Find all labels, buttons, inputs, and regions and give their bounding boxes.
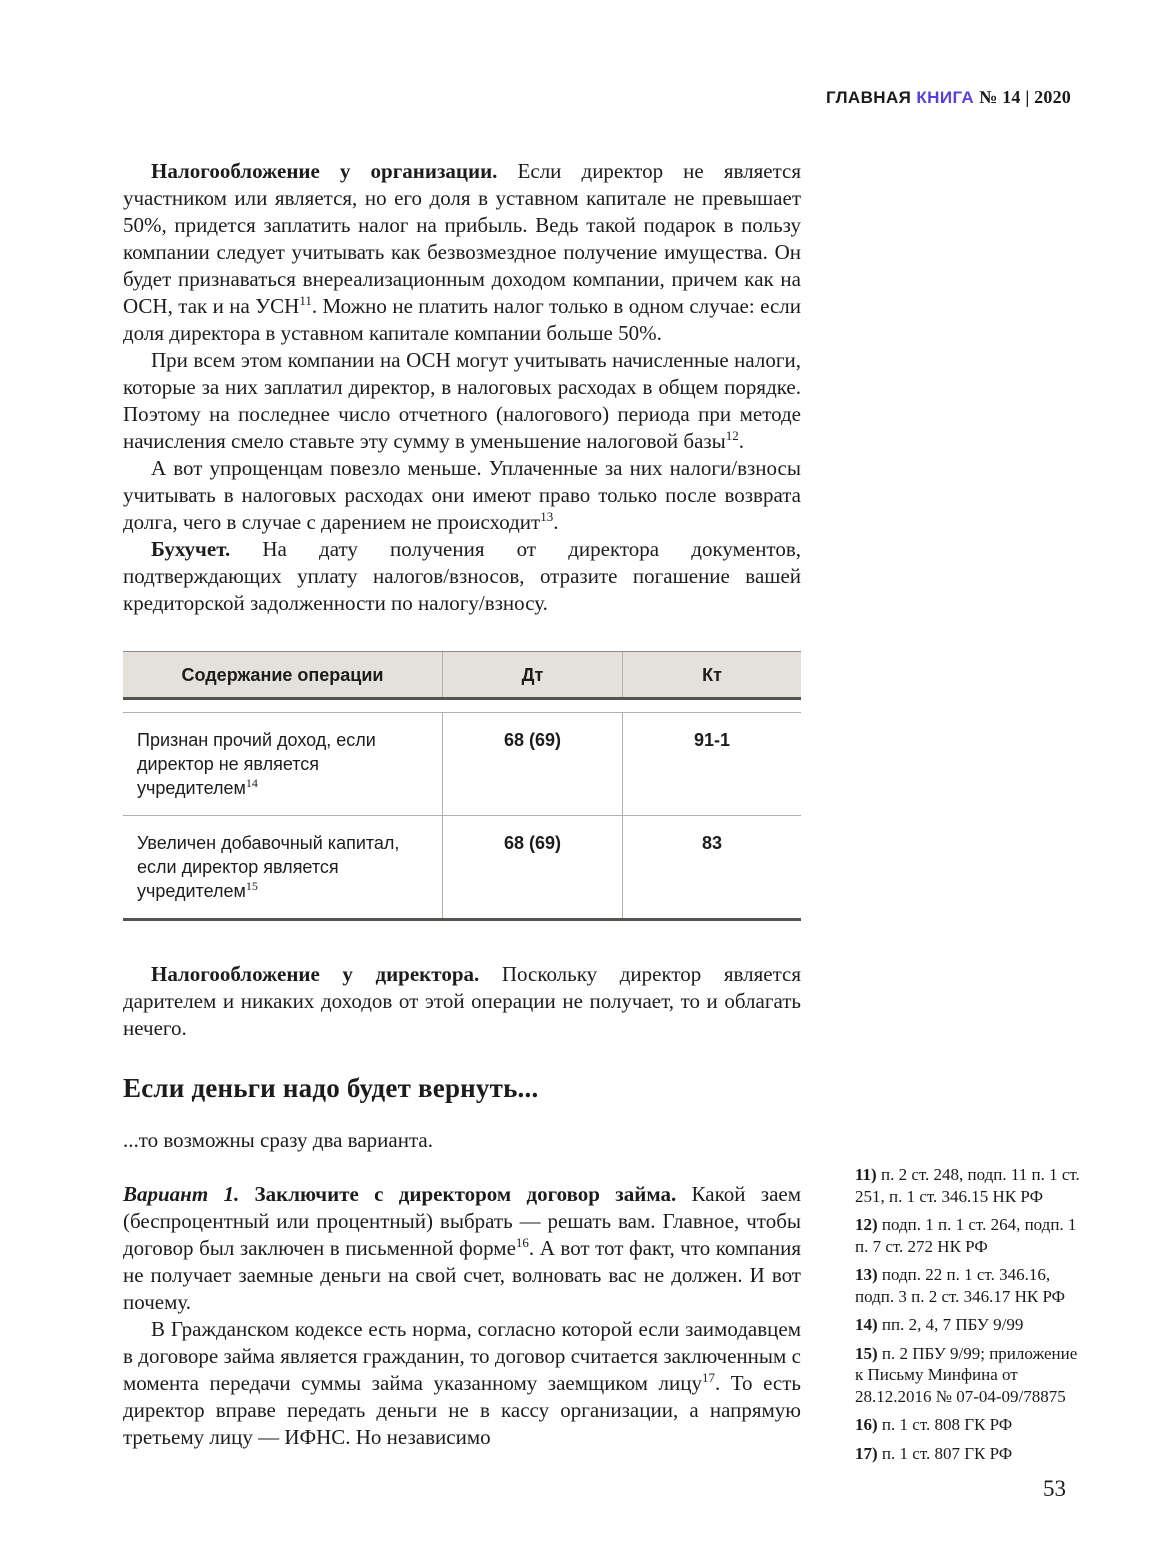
- footnote-text: п. 1 ст. 807 ГК РФ: [881, 1443, 1013, 1463]
- footnote-label: 14): [855, 1315, 878, 1334]
- paragraph-usn-expenses: А вот упрощенцам повезло меньше. Уплаченные за них налоги/взносы учитывать в налоговых расходах они имеют право только после возврата долга, чего в случае с дарением не происходит$^{13}$.: [123, 456, 801, 534]
- footnote-14: [855, 1314, 1087, 1336]
- footnote-label: 12): [855, 1215, 878, 1234]
- paragraph-taxation-director: Налогообложение у директора. Поскольку директор является дарителем и никаких доходов от этой операции не получает, то и облагать нечего.: [123, 962, 801, 1040]
- issue-number: № 14 | 2020: [979, 87, 1071, 107]
- footnote-16: [855, 1414, 1087, 1436]
- table-body: [123, 712, 801, 921]
- footnote-text: подп. 1 п. 1 ст. 264, подп. 1 п. 7 ст. 272 НК РФ: [855, 1215, 1077, 1256]
- page-number: 53: [1043, 1476, 1066, 1501]
- footnote-13: [855, 1264, 1087, 1307]
- table-cell-debit: 68 (69): [443, 816, 623, 918]
- magazine-masthead: [826, 87, 1071, 108]
- footnote-12: [855, 1214, 1087, 1257]
- article-column: [123, 158, 801, 1451]
- table-row: [123, 713, 801, 815]
- table-header-debit: Дт: [443, 652, 623, 697]
- table-cell-credit: 83: [701, 833, 723, 853]
- footnote-text: п. 2 ПБУ 9/99; приложение к Письму Минфина от 28.12.2016 № 07-04-09/78875: [855, 1343, 1078, 1406]
- table-row: [123, 815, 801, 918]
- footnote-text: подп. 22 п. 1 ст. 346.16, подп. 3 п. 2 ст. 346.17 НК РФ: [855, 1265, 1066, 1306]
- paragraph-accounting: Бухучет. На дату получения от директора документов, подтверждающих уплату налогов/взносов, отразите погашение вашей кредиторской задолженности по налогу/взносу.: [123, 537, 801, 615]
- table-cell-operation: Увеличен добавочный капитал, если директор является учредителем$^{15}$: [123, 816, 443, 918]
- paragraph-taxation-organization: Налогообложение у организации. Если директор не является участником или является, но его доля в уставном капитале не превышает 50%, придется заплатить налог на прибыль. Ведь такой подарок в пользу компании следует учитывать как безвозмездное получение имущества. Он будет признаваться внереализационным доходом компании, причем как на ОСН, так и на УСН$^{11}$. Можно не платить налог только в одном случае: если доля директора в уставном капитале компании больше 50%.: [123, 159, 802, 345]
- footnote-17: [855, 1443, 1087, 1465]
- footnote-label: 17): [855, 1443, 878, 1463]
- paragraph-osn-expenses: При всем этом компании на ОСН могут учитывать начисленные налоги, которые за них заплатил директор, в налоговых расходах в общем порядке. Поэтому на последнее число отчетного (налогового) периода при методе начисления смело ставьте эту сумму в уменьшение налоговой базы$^{12}$.: [123, 348, 801, 453]
- footnote-text: п. 1 ст. 808 ГК РФ: [881, 1415, 1013, 1434]
- table-cell-credit: 91-1: [693, 730, 731, 750]
- paragraph-two-options: ...то возможны сразу два варианта.: [123, 1128, 433, 1152]
- footnote-label: 15): [855, 1343, 878, 1363]
- table-cell-debit: 68 (69): [443, 713, 623, 815]
- footnote-text: пп. 2, 4, 7 ПБУ 9/99: [881, 1315, 1024, 1334]
- table-header-row: [123, 651, 801, 700]
- magazine-title-main: ГЛАВНАЯ: [825, 88, 912, 107]
- footnotes-sidebar: [855, 1164, 1087, 1471]
- footnote-11: [855, 1164, 1087, 1207]
- table-header-operation: Содержание операции: [123, 652, 443, 697]
- magazine-title-accent: КНИГА: [916, 88, 975, 107]
- paragraph-civil-code: В Гражданском кодексе есть норма, согласно которой если заимодавцем в договоре займа является гражданин, то договор считается заключенным с момента передачи суммы займа указанному заемщиком лицу$^{17}$. То есть директор вправе передать деньги не в кассу организации, а напрямую третьему лицу — ИФНС. Но независимо: [123, 1317, 801, 1449]
- footnote-label: 13): [855, 1265, 878, 1284]
- postings-table: [123, 651, 801, 921]
- table-cell-operation: Признан прочий доход, если директор не является учредителем$^{14}$: [123, 713, 443, 815]
- footnote-label: 11): [855, 1165, 877, 1184]
- footnote-15: [855, 1343, 1087, 1408]
- footnote-label: 16): [855, 1415, 878, 1434]
- table-header-credit: Кт: [702, 665, 722, 685]
- paragraph-variant-1-loan: Вариант 1. Заключите с директором договор займа. Какой заем (беспроцентный или процентный) выбрать — решать вам. Главное, чтобы договор был заключен в письменной форме$^{16}$. А вот тот факт, что компания не получает заемные деньги на свой счет, волновать вас не должен. И вот почему.: [123, 1182, 801, 1314]
- section-heading-return-money: Если деньги надо будет вернуть...: [123, 1073, 539, 1103]
- footnote-text: п. 2 ст. 248, подп. 11 п. 1 ст. 251, п. 1 ст. 346.15 НК РФ: [855, 1165, 1080, 1206]
